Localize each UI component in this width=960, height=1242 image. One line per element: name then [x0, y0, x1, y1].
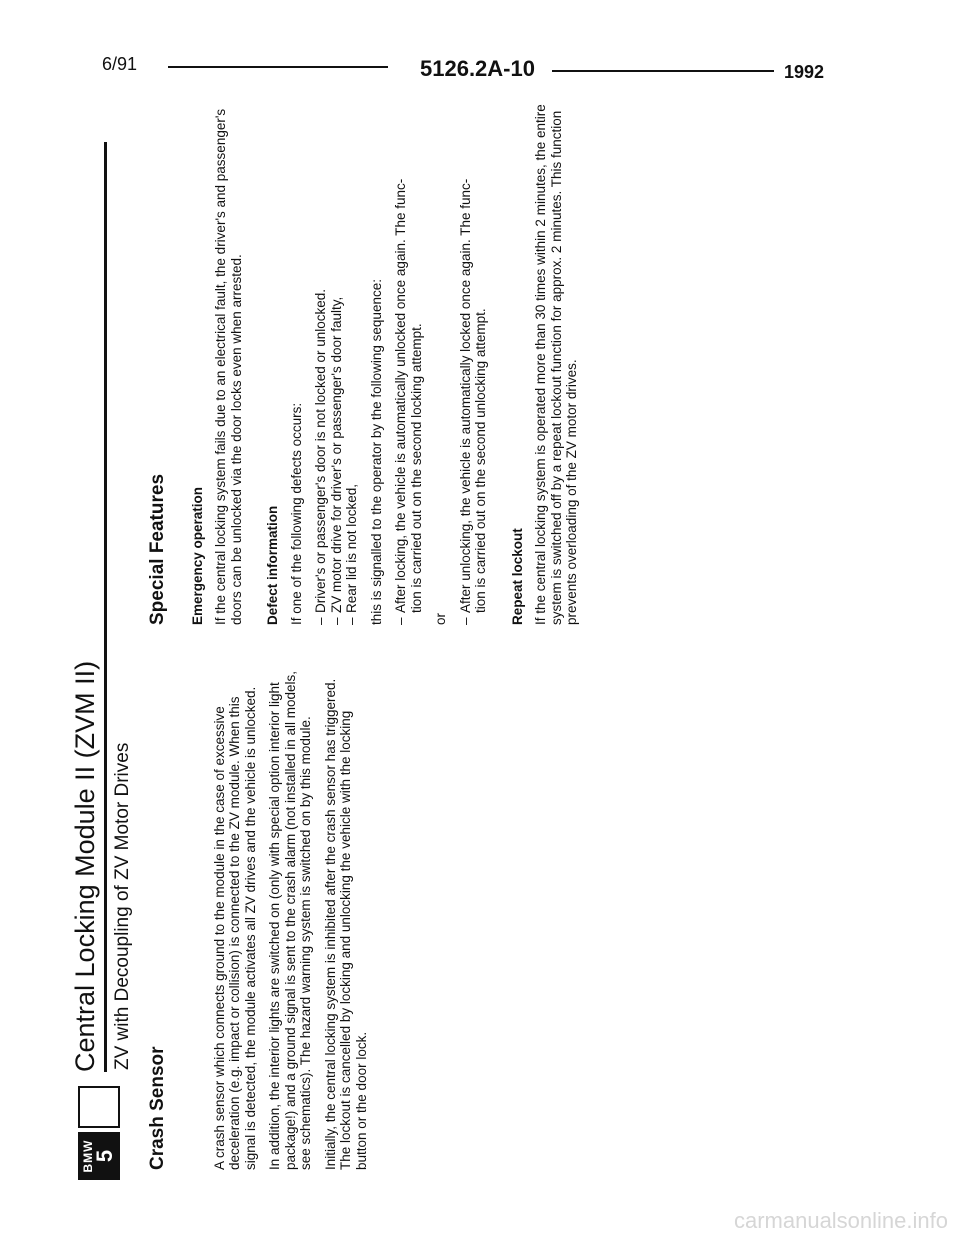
crash-sensor-section	[147, 670, 378, 1170]
watermark: carmanualsonline.info	[733, 1208, 948, 1233]
list-item	[393, 100, 424, 625]
list-item: – ZV motor drive for driver's or passenger's door faulty,	[329, 100, 345, 625]
sequence-2-line-2: tion is carried out on the second unlocking attempt.	[473, 308, 488, 613]
special-features-section	[147, 100, 589, 625]
page-title: Central Locking Module II (ZVM II)	[70, 660, 100, 1072]
emergency-operation-text: If the central locking system fails due to an electrical fault, the driver's and passenger's doors can be unlocked via the door locks even when arrested.	[213, 108, 244, 625]
defect-information-heading: Defect information	[265, 505, 280, 625]
defect-list	[313, 100, 360, 625]
repeat-lockout-heading: Repeat lockout	[509, 528, 525, 625]
bmw-5-logo	[78, 1084, 124, 1180]
header-rule-right	[552, 70, 774, 72]
logo-series: 5	[92, 1149, 117, 1163]
crash-sensor-paragraph: Initially, the central locking system is inhibited after the crash sensor has triggered. The lockout is cancelled by locking and unlocking the vehicle with the locking button or the door lock.	[322, 678, 369, 1170]
defect-signal-text: this is signalled to the operator by the following sequence:	[368, 279, 384, 625]
or-text: or	[433, 612, 448, 625]
logo-brand: BMW	[81, 1139, 95, 1173]
sequence-list-1	[393, 100, 424, 625]
document-code: 5126.2A-10	[420, 56, 535, 81]
crash-sensor-heading: Crash Sensor	[147, 1046, 168, 1170]
emergency-operation-heading: Emergency operation	[189, 486, 205, 625]
logo-badge	[78, 1132, 120, 1180]
list-item	[458, 100, 489, 625]
list-item: – Rear lid is not locked,	[344, 100, 360, 625]
header-rule-left	[168, 66, 388, 68]
list-item: – Driver's or passenger's door is not locked or unlocked.	[313, 100, 329, 625]
rotated-page	[60, 100, 820, 1180]
crash-sensor-paragraph: A crash sensor which connects ground to the module in the case of excessive deceleration (e.g. impact or collision) is connected to the ZV module. When this signal is detected, the module activates all ZV drives and the vehicle is unlocked.	[211, 686, 258, 1170]
sequence-list-2	[458, 100, 489, 625]
sequence-1-line-1: After locking, the vehicle is automatically unlocked once again. The func-	[393, 178, 408, 613]
logo-empty-box	[78, 1086, 120, 1128]
crash-sensor-paragraph: In addition, the interior lights are switched on (only with special option interior light package!) and a ground signal is sent to the crash alarm (not installed in all models, see schematics). The hazard warning system is switched on by this module.	[267, 670, 313, 1170]
sequence-1-line-2: tion is carried out on the second locking attempt.	[408, 323, 424, 613]
special-features-heading: Special Features	[147, 473, 168, 625]
title-rule	[104, 142, 107, 1072]
page-subtitle: ZV with Decoupling of ZV Motor Drives	[112, 742, 133, 1070]
defect-intro: If one of the following defects occurs:	[288, 402, 304, 625]
header-date: 6/91	[102, 54, 138, 74]
repeat-lockout-text: If the central locking system is operated more than 30 times within 2 minutes, the entire system is switched off by a repeat lockout function for approx. 2 minutes. This function prevents overloading of the ZV motor drives.	[533, 104, 579, 625]
sequence-2-line-1: After unlocking, the vehicle is automatically locked once again. The func-	[457, 178, 473, 613]
header-year: 1992	[784, 62, 825, 82]
